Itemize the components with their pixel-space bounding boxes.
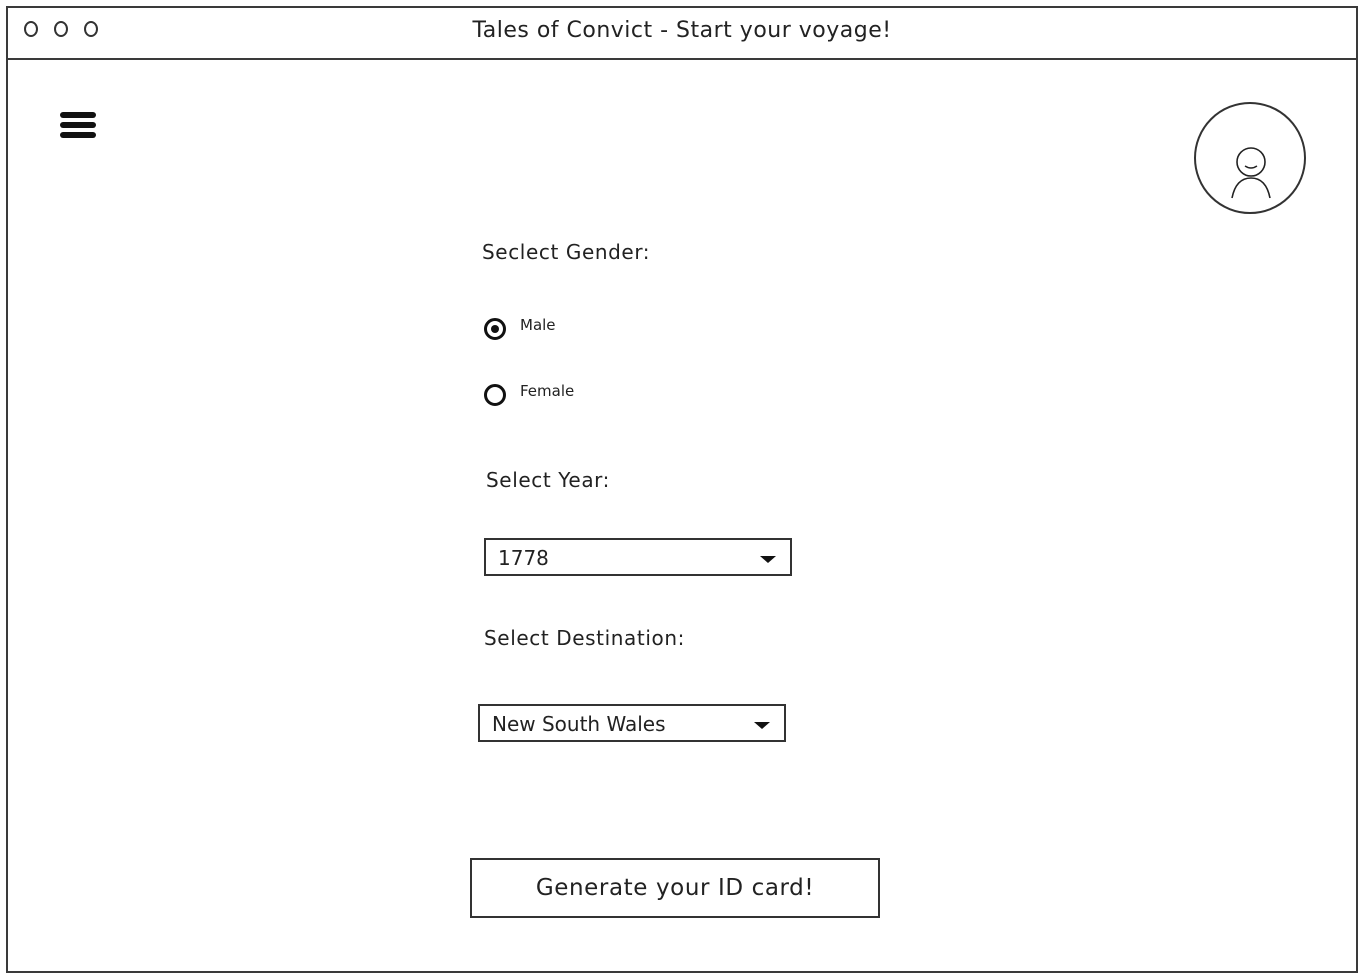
gender-option-label: Female (520, 382, 575, 400)
dropdown-arrow-icon[interactable] (754, 722, 770, 729)
gender-option-label: Male (520, 316, 556, 334)
destination-label: Select Destination: (484, 626, 685, 650)
destination-selected-value: New South Wales (492, 712, 666, 736)
title-bar (8, 8, 1356, 60)
generate-id-card-button[interactable]: Generate your ID card! (470, 858, 880, 918)
radio-unselected-icon[interactable] (484, 384, 506, 406)
hamburger-menu-icon[interactable] (60, 110, 96, 140)
user-avatar-icon[interactable] (1194, 102, 1306, 214)
year-selected-value: 1778 (498, 546, 549, 570)
dropdown-arrow-icon[interactable] (760, 556, 776, 563)
gender-label: Seclect Gender: (482, 240, 651, 264)
app-window (6, 6, 1358, 973)
window-title: Tales of Convict - Start your voyage! (472, 18, 892, 43)
radio-selected-icon[interactable] (484, 318, 506, 340)
destination-select[interactable] (478, 704, 786, 742)
year-select[interactable] (484, 538, 792, 576)
year-label: Select Year: (486, 468, 610, 492)
